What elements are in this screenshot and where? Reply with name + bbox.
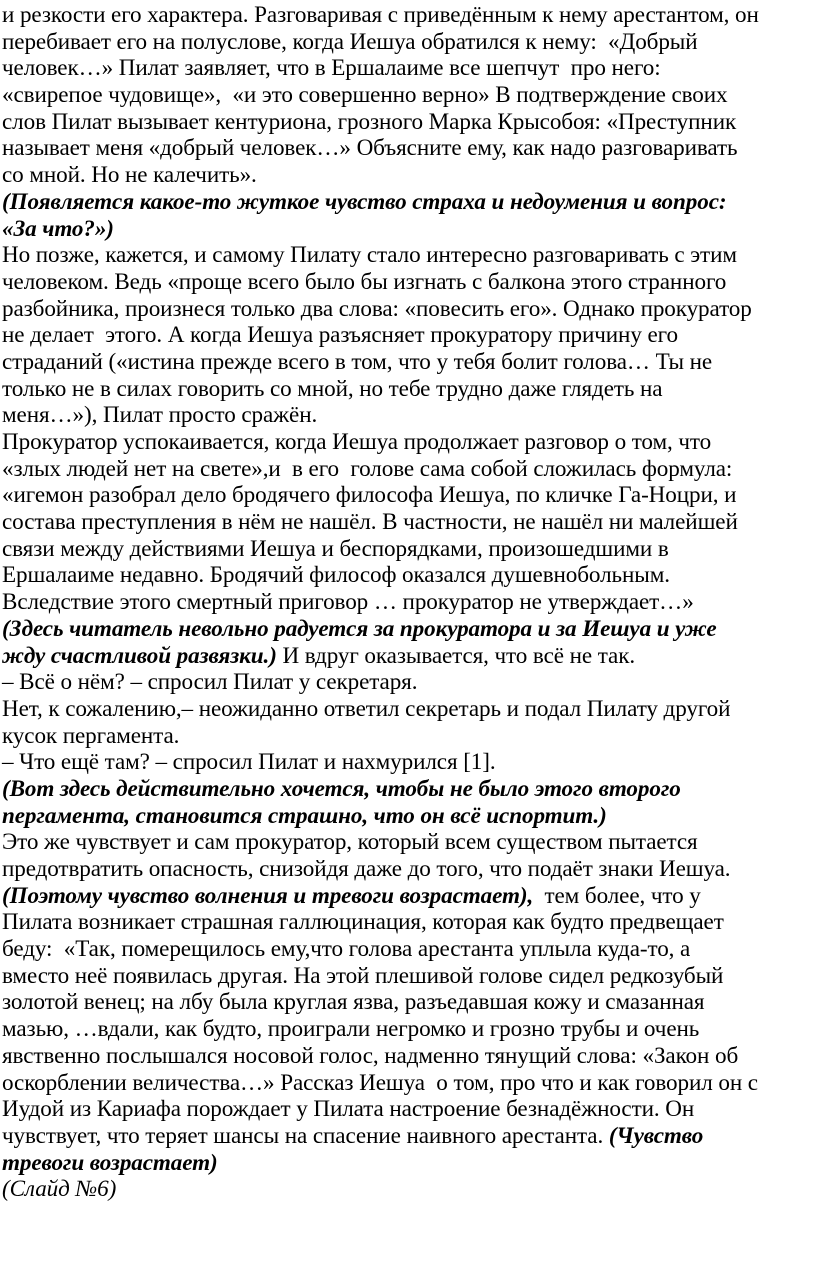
body-text: перебивает его на полуслове, когда Иешуа обратился к нему: «Добрый (2, 28, 698, 55)
emphasis-text: тревоги возрастает) (2, 1149, 218, 1176)
emphasis-text: (Вот здесь действительно хочется, чтобы не было этого второго (2, 775, 681, 802)
text-line (2, 1070, 814, 1097)
emphasis-text: жду счастливой развязки.) (2, 642, 277, 669)
text-line (2, 1096, 814, 1123)
text-line (2, 1123, 814, 1150)
body-text: со мной. Но не калечить». (2, 162, 257, 189)
body-text: Прокуратор успокаивается, когда Иешуа продолжает разговор о том, что (2, 429, 712, 455)
body-text: кусок пергамента. (2, 722, 180, 749)
text-line (2, 723, 814, 750)
text-line (2, 456, 814, 483)
body-text: вместо неё появилась другая. На этой плешивой голове сидел редкозубый (2, 962, 724, 989)
body-text: чувствует, что теряет шансы на спасение наивного арестанта. (2, 1122, 604, 1149)
text-line (2, 776, 814, 803)
body-text: Ершалаиме недавно. Бродячий философ оказался душевнобольным. (2, 562, 670, 589)
text-line (2, 616, 814, 643)
text-line (2, 135, 814, 162)
text-line (2, 402, 814, 429)
emphasis-text: (Здесь читатель невольно радуется за прокуратора и за Иешуа и уже (2, 615, 717, 642)
body-text: только не в силах говорить со мной, но тебе трудно даже глядеть на (2, 375, 663, 402)
body-text: человек…» Пилат заявляет, что в Ершалаиме все шепчут про него: (2, 55, 661, 82)
text-line (2, 162, 814, 189)
text-line (2, 242, 814, 269)
text-line (2, 936, 814, 963)
text-line (2, 696, 814, 723)
body-text: называет меня «добрый человек…» Объясните ему, как надо разговаривать (2, 135, 738, 162)
text-line (2, 803, 814, 830)
text-line (2, 1016, 814, 1043)
body-text: предотвратить опасность, снизойдя даже до того, что подаёт знаки Иешуа. (2, 856, 731, 882)
body-text: Это же чувствует и сам прокуратор, который всем существом пытается (2, 829, 698, 856)
body-text: – Что ещё там? – спросил Пилат и нахмурился [1]. (2, 749, 496, 776)
body-text: состава преступления в нём не нашёл. В частности, не нашёл ни малейшей (2, 509, 738, 536)
body-text: Иудой из Кариафа порождает у Пилата настроение безнадёжности. Он (2, 1096, 695, 1123)
body-text: не делает этого. А когда Иешуа разъясняет прокуратору причину его (2, 322, 678, 349)
body-text: связи между действиями Иешуа и беспорядками, произошедшими в (2, 535, 669, 562)
body-text: явственно послышался носовой голос, надменно тянущий слова: «Закон об (2, 1042, 739, 1069)
text-line (2, 376, 814, 403)
text-line (2, 883, 814, 910)
text-line (2, 643, 814, 670)
body-text: беду: «Так, померещилось ему,что голова арестанта уплыла куда-то, а (2, 936, 691, 963)
emphasis-text: (Чувство (603, 1122, 704, 1149)
text-line (2, 216, 814, 243)
emphasis-text: (Появляется какое-то жуткое чувство страха и недоумения и вопрос: (2, 188, 727, 215)
body-text: «злых людей нет на свете»,и в его голове сама собой сложилась формула: (2, 455, 733, 482)
text-line (2, 109, 814, 136)
body-text: золотой венец; на лбу была круглая язва, разъедавшая кожу и смазанная (2, 989, 705, 1016)
text-line (2, 536, 814, 563)
text-line (2, 589, 814, 616)
text-line (2, 1043, 814, 1070)
body-text: Нет, к сожалению,– неожиданно ответил секретарь и подал Пилату другой (2, 695, 731, 722)
body-text: И вдруг оказывается, что всё не так. (276, 642, 636, 669)
text-line (2, 482, 814, 509)
body-text: Вследствие этого смертный приговор … прокуратор не утверждает…» (2, 589, 694, 616)
text-line (2, 55, 814, 82)
body-text: «игемон разобрал дело бродячего философа Иешуа, по кличке Га-Ноцри, и (2, 482, 737, 509)
text-line (2, 82, 814, 109)
body-text: человеком. Ведь «проще всего было бы изгнать с балкона этого странного (2, 268, 727, 295)
text-line (2, 856, 814, 883)
body-text: – Всё о нём? – спросил Пилат у секретаря. (2, 669, 418, 696)
text-line (2, 909, 814, 936)
emphasis-text: (Поэтому чувство волнения и тревоги возрастает), (2, 882, 534, 909)
text-line (2, 269, 814, 296)
text-line (2, 2, 814, 29)
body-text: и резкости его характера. Разговаривая с приведённым к нему арестантом, он (2, 2, 759, 28)
text-line (2, 29, 814, 56)
body-text: разбойника, произнеся только два слова: «повесить его». Однако прокуратор (2, 295, 752, 322)
text-line (2, 1150, 814, 1177)
emphasis-text: пергамента, становится страшно, что он всё испортит.) (2, 802, 607, 829)
text-line (2, 296, 814, 323)
body-text: Но позже, кажется, и самому Пилату стало интересно разговаривать с этим (2, 242, 737, 269)
body-text: страданий («истина прежде всего в том, что у тебя болит голова… Ты не (2, 348, 713, 375)
body-text: тем более, что у (533, 882, 701, 909)
text-line (2, 963, 814, 990)
text-line (2, 562, 814, 589)
text-line (2, 829, 814, 856)
body-text: мазью, …вдали, как будто, проиграли негромко и грозно трубы и очень (2, 1016, 700, 1043)
slide-note: (Слайд №6) (2, 1176, 117, 1203)
body-text: слов Пилат вызывает кентуриона, грозного Марка Крысобоя: «Преступник (2, 108, 737, 135)
text-line (2, 989, 814, 1016)
text-line (2, 322, 814, 349)
body-text: оскорблении величества…» Рассказ Иешуа о том, про что и как говорил он с (2, 1069, 758, 1096)
body-text: меня…»), Пилат просто сражён. (2, 402, 318, 429)
body-text: «свирепое чудовище», «и это совершенно верно» В подтверждение своих (2, 82, 728, 109)
body-text: Пилата возникает страшная галлюцинация, которая как будто предвещает (2, 909, 724, 936)
emphasis-text: «За что?») (2, 215, 114, 242)
text-line (2, 669, 814, 696)
text-line (2, 189, 814, 216)
text-line (2, 349, 814, 376)
text-line (2, 429, 814, 456)
text-line (2, 1176, 814, 1203)
text-line (2, 749, 814, 776)
text-line (2, 509, 814, 536)
